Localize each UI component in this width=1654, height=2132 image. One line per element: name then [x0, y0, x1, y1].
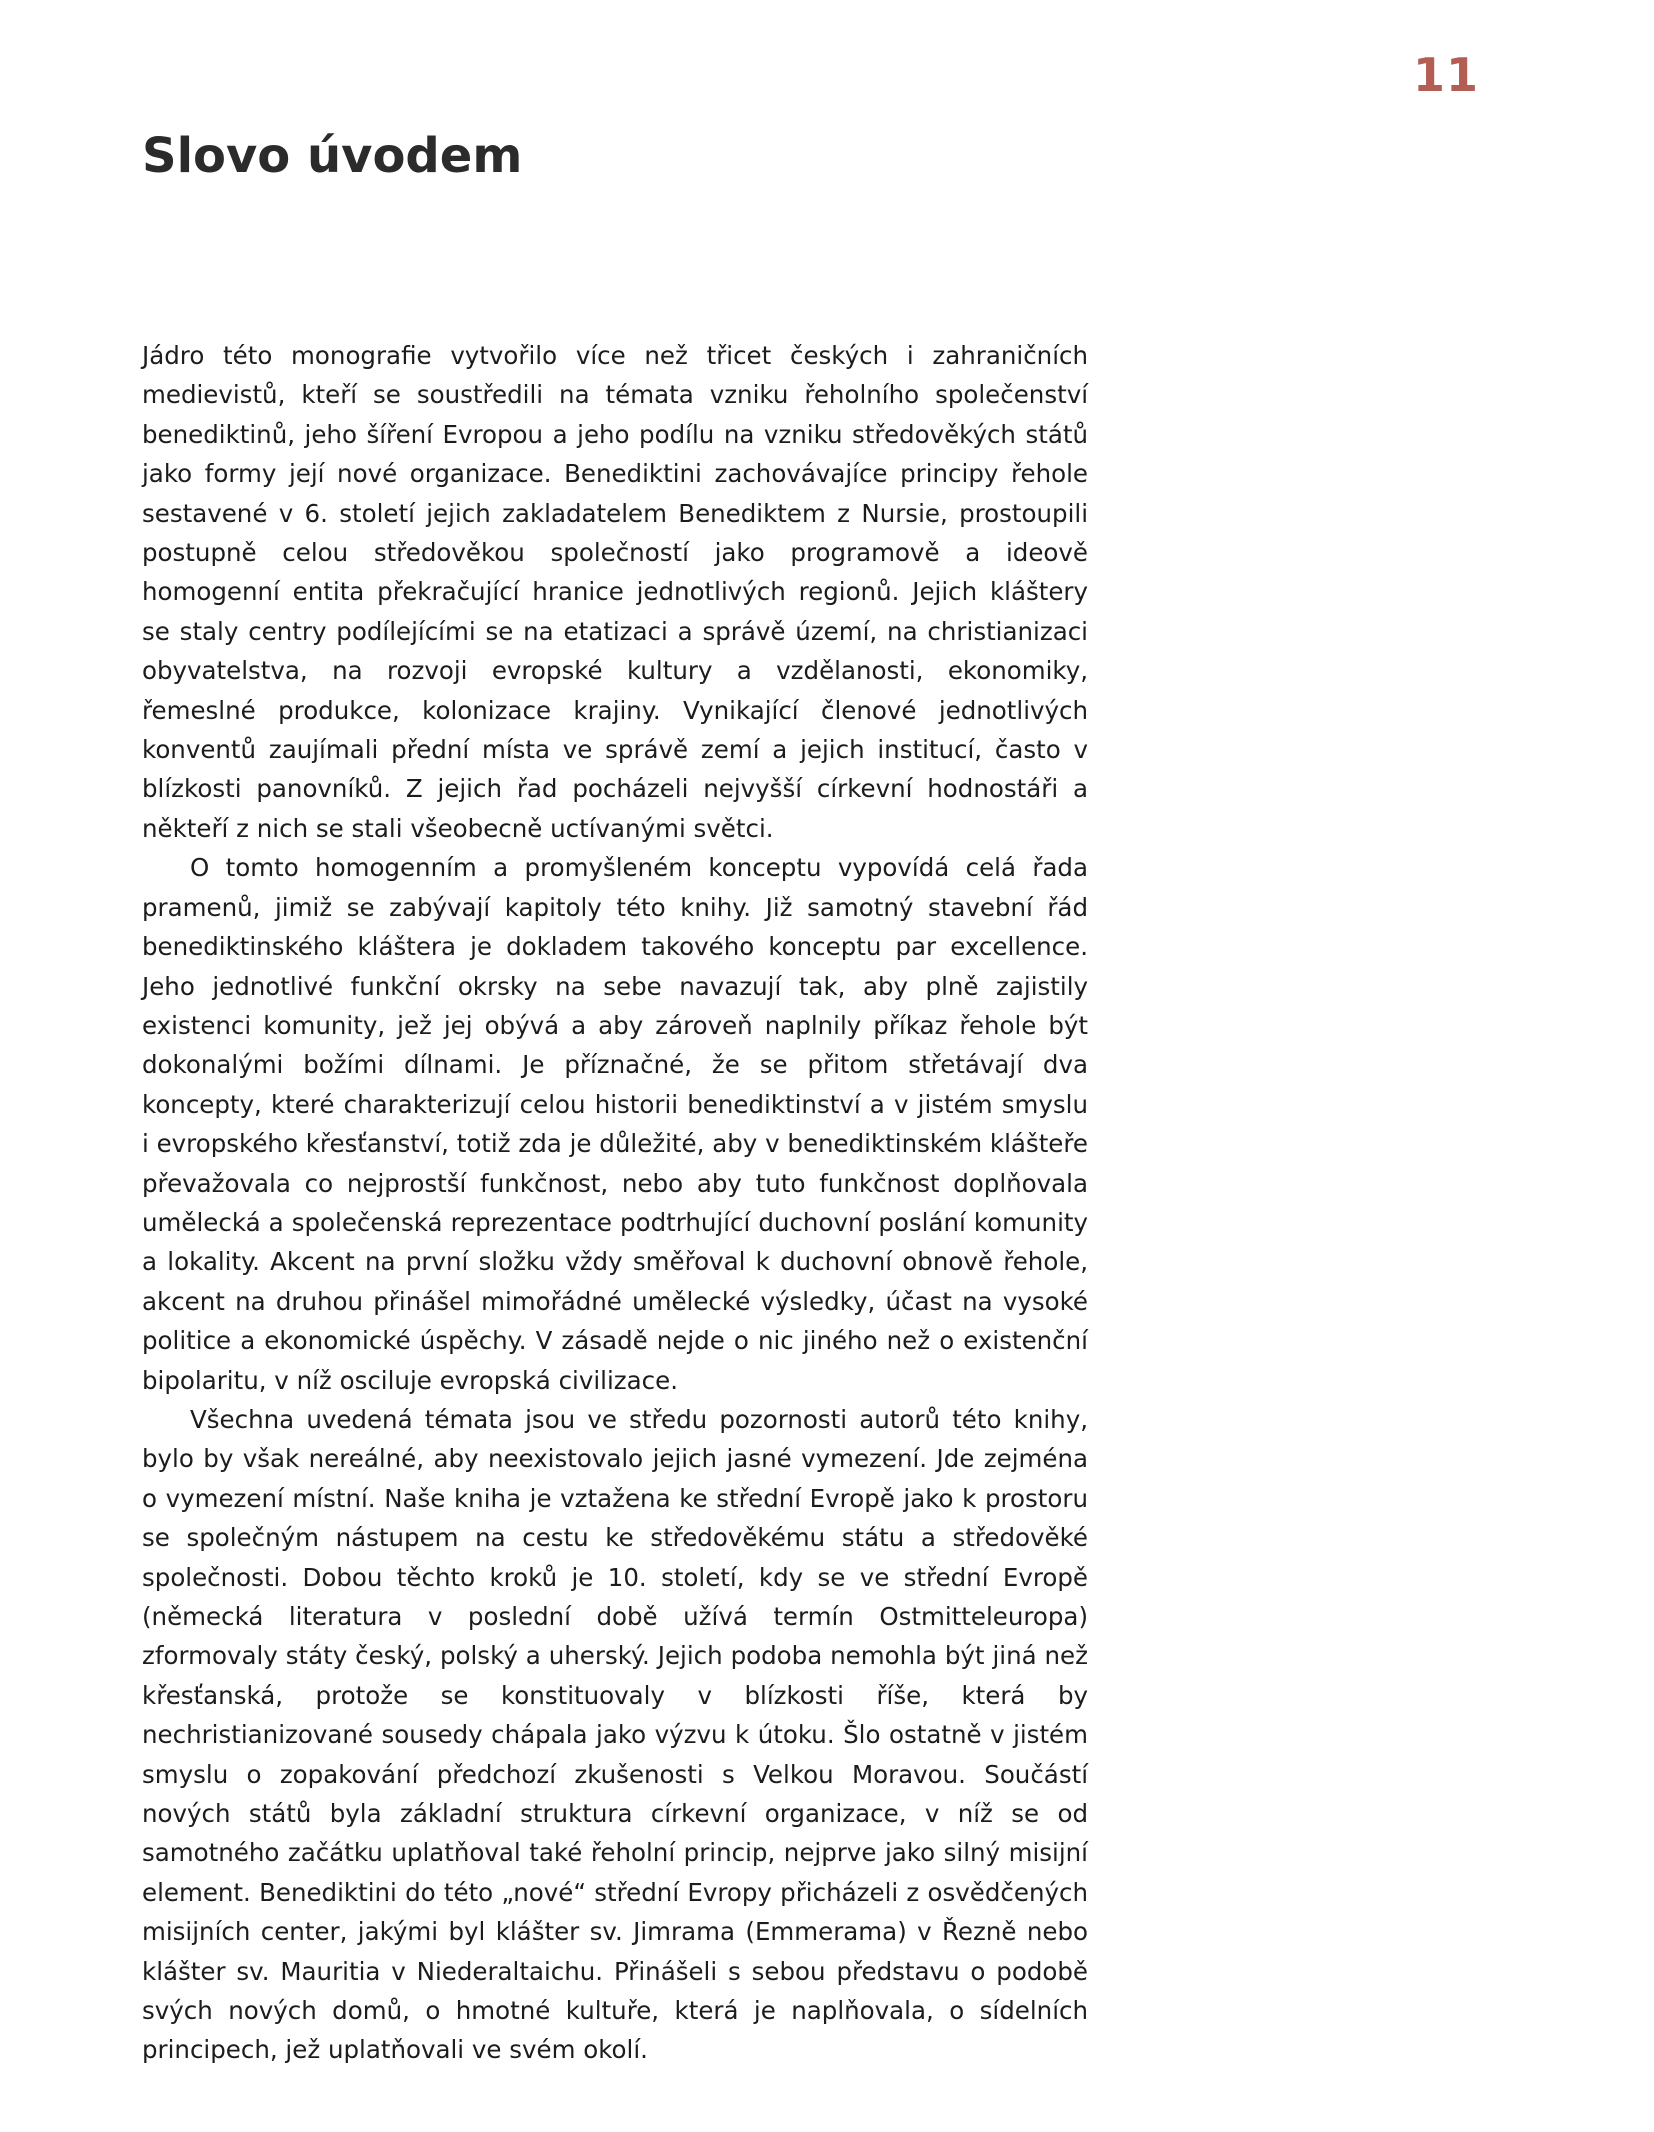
body-text [142, 336, 1088, 2070]
paragraph-2: O tomto homogenním a promyšleném konceptu vypovídá celá řada pramenů, jimiž se zabývají kapitoly této knihy. Již samotný stavební řád benediktinského kláštera je dokladem takového konceptu par excellence. Jeho jednotlivé funkční okrsky na sebe navazují tak, aby plně zajistily existenci komunity, jež jej obývá a aby zároveň naplnily příkaz řehole být dokonalými božími dílnami. Je příznačné, že se přitom střetávají dva koncepty, které charakterizují celou historii benediktinství a v jistém smyslu i evropského křesťanství, totiž zda je důležité, aby v benediktinském klášteře převažovala co nejprostší funkčnost, nebo aby tuto funkčnost doplňovala umělecká a společenská reprezentace podtrhující duchovní poslání komunity a lokality. Akcent na první složku vždy směřoval k duchovní obnově řehole, akcent na druhou přinášel mimořádné umělecké výsledky, účast na vysoké politice a ekonomické úspěchy. V zásadě nejde o nic jiného než o existenční bipolaritu, v níž osciluje evropská civilizace. [142, 853, 1088, 1395]
page-number: 11 [1412, 48, 1479, 102]
page-title: Slovo úvodem [142, 128, 523, 184]
paragraph-3: Všechna uvedená témata jsou ve středu pozornosti autorů této knihy, bylo by však nereálné, aby neexistovalo jejich jasné vymezení. Jde zejména o vymezení místní. Naše kniha je vztažena ke střední Evropě jako k prostoru se společným nástupem na cestu ke středověkému státu a středověké společnosti. Dobou těchto kroků je 10. století, kdy se ve střední Evropě (německá literatura v poslední době užívá termín Ostmitteleuropa) zformovaly státy český, polský a uherský. Jejich podoba nemohla být jiná než křesťanská, protože se konstituovaly v blízkosti říše, která by nechristianizované sousedy chápala jako výzvu k útoku. Šlo ostatně v jistém smyslu o zopakování předchozí zkušenosti s Velkou Moravou. Součástí nových států byla základní struktura církevní organizace, v níž se od samotného začátku uplatňoval také řeholní princip, nejprve jako silný misijní element. Benediktini do této „nové“ střední Evropy přicházeli z osvědčených misijních center, jakými byl klášter sv. Jimrama (Emmerama) v Řezně nebo klášter sv. Mauritia v Niederaltaichu. Přinášeli s sebou představu o podobě svých nových domů, o hmotné kultuře, která je naplňovala, o sídelních principech, jež uplatňovali ve svém okolí. [142, 1404, 1088, 2065]
paragraph-1: Jádro této monografie vytvořilo více než třicet českých i zahraničních medievistů, kteří se soustředili na témata vzniku řeholního společenství benediktinů, jeho šíření Evropou a jeho podílu na vzniku středověkých států jako formy její nové organizace. Benediktini zachovávajíce principy řehole sestavené v 6. století jejich zakladatelem Benediktem z Nursie, prostoupili postupně celou středověkou společností jako programově a ideově homogenní entita překračující hranice jednotlivých regionů. Jejich kláštery se staly centry podílejícími se na etatizaci a správě území, na christianizaci obyvatelstva, na rozvoji evropské kultury a vzdělanosti, ekonomiky, řemeslné produkce, kolonizace krajiny. Vynikající členové jednotlivých konventů zaujímali přední místa ve správě zemí a jejich institucí, často v blízkosti panovníků. Z jejich řad pocházeli nejvyšší církevní hodnostáři a někteří z nich se stali všeobecně uctívanými světci. [142, 341, 1088, 843]
